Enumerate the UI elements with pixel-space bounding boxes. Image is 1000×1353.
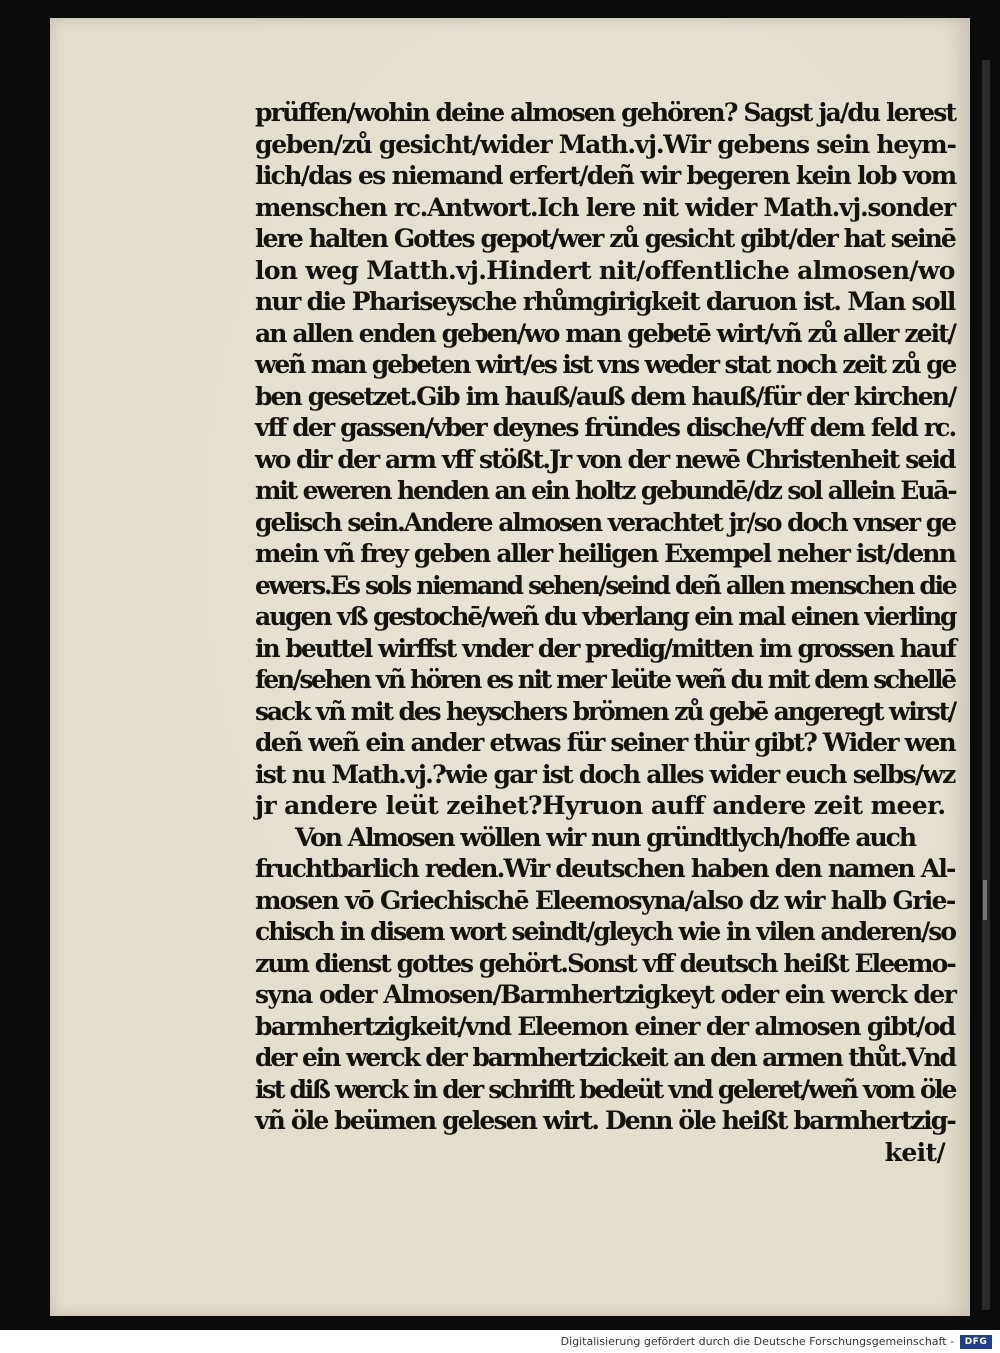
text-line: augen vß gestochē/weñ du vberlang ein mal einen vierling [255,602,956,631]
text-line: zum dienst gottes gehört.Sonst vff deutsch heißt Eleemo- [255,948,955,978]
text-line: wo dir der arm vff stößt.Jr von der newē Christenheit seid [255,444,955,474]
paragraph-start-line: Von Almosen wöllen wir nun gründtlych/hoffe auch [295,822,916,852]
text-line: gelisch sein.Andere almosen verachtet jr/so doch vnser ge [255,507,956,537]
text-line: barmhertzigkeit/vnd Eleemon einer der almosen gibt/od [255,1011,955,1041]
text-line: ben gesetzet.Gib im hauß/auß dem hauß/für der kirchen/ [255,381,956,411]
text-line: an allen enden geben/wo man gebetē wirt/vñ zů aller zeit/ [255,318,956,348]
gutter-mark [983,880,987,920]
text-line: fruchtbarlich reden.Wir deutschen haben den namen Al- [255,854,955,883]
text-line: vff der gassen/vber deynes fründes dische/vff dem feld rc. [255,413,956,442]
text-line: mosen vō Griechischē Eleemosyna/also dz wir halb Grie- [255,885,955,915]
text-line: lere halten Gottes gepot/wer zů gesicht gibt/der hat seinē [255,224,955,253]
text-line: menschen rc.Antwort.Ich lere nit wider Math.vj.sonder [255,192,955,222]
text-line: ewers.Es sols niemand sehen/seind deñ allen menschen die [255,570,956,600]
text-line: der ein werck der barmhertzickeit an den armen thůt.Vnd [255,1043,955,1072]
text-line: deñ weñ ein ander etwas für seiner thür gibt? Wider wen [255,728,955,757]
text-line: sack vñ mit des heyschers brömen zů gebē angeregt wirst/ [255,696,956,726]
text-line: ist nu Math.vj.?wie gar ist doch alles wider euch selbs/wz [255,759,955,789]
text-line: chisch in disem wort seindt/gleych wie in vilen anderen/so [255,917,955,946]
funding-credit: Digitalisierung gefördert durch die Deutsche Forschungsgemeinschaft - [560,1335,954,1348]
text-line: vñ öle beümen gelesen wirt. Denn öle heißt barmhertzig- [255,1106,955,1135]
catchword: keit/ [884,1137,945,1167]
text-line: prüffen/wohin deine almosen gehören? Sagst ja/du lerest [255,98,956,127]
text-line: geben/zů gesicht/wider Math.vj.Wir gebens sein heym- [255,129,956,159]
text-line: syna oder Almosen/Barmhertzigkeyt oder ein werck der [255,980,956,1009]
text-line: ist diß werck in der schrifft bedeüt vnd geleret/weñ vom öle [255,1074,956,1104]
digitization-footer [0,1332,1000,1353]
dfg-logo: DFG [960,1335,992,1349]
binding-gutter [982,60,990,1310]
text-line: lon weg Matth.vj.Hindert nit/offentliche almosen/wo [255,255,955,285]
text-line: in beuttel wirffst vnder der predig/mitten im grossen hauf [255,633,956,663]
text-line: weñ man gebeten wirt/es ist vns weder stat noch zeit zů ge [255,350,956,379]
text-line: mein vñ frey geben aller heiligen Exempel neher ist/denn [255,539,955,568]
text-line: nur die Phariseysche rhůmgirigkeit daruon ist. Man soll [255,287,955,316]
text-line: jr andere leüt zeihet?Hyruon auff andere zeit meer. [255,791,946,820]
text-line: mit eweren henden an ein holtz gebundē/dz sol allein Euā- [255,476,956,505]
text-line: lich/das es niemand erfert/deñ wir begeren kein lob vom [255,161,956,190]
page-text [255,97,955,1168]
text-line: fen/sehen vñ hören es nit mer leüte weñ du mit dem schellē [255,665,955,694]
